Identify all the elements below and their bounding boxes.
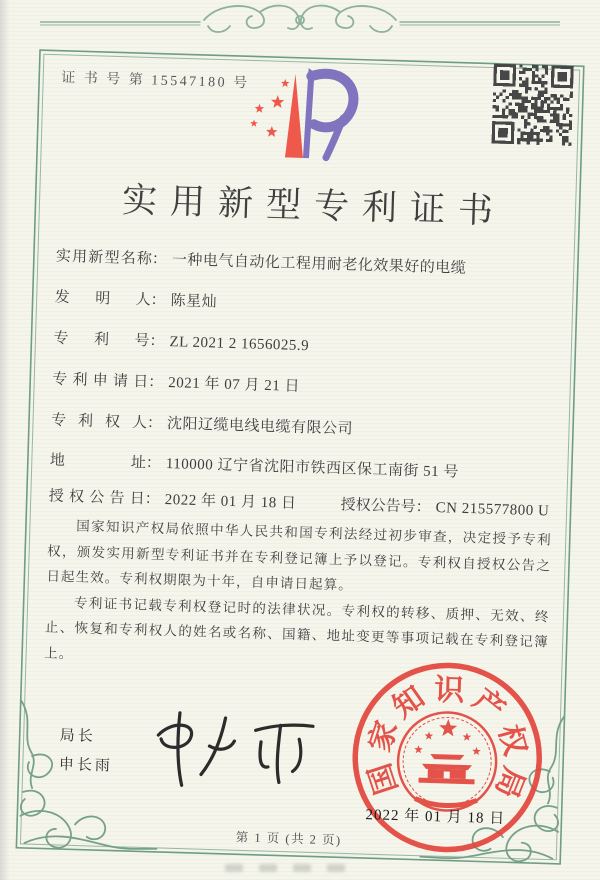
signer-title: 局长 — [59, 727, 96, 746]
field-label: 授权公告日 — [48, 488, 145, 508]
colon: ： — [144, 491, 161, 508]
colon: ： — [145, 455, 162, 472]
certificate-number: 证 书 号 第 15547180 号 — [60, 70, 250, 92]
field-value: 2022 年 01 月 18 日 — [164, 492, 297, 512]
legal-paragraph-1: 国家知识产权局依照中华人民共和国专利法经过初步审查，决定授予专利权，颁发实用新型专利证书并在专利登记簿上予以登记。专利权自授权公告之日起生效。专利权期限为十年，自申请日起算。 — [46, 518, 552, 593]
legal-text — [44, 513, 552, 681]
page-footer: 第 1 页 (共 2 页) — [235, 830, 342, 848]
field-label: 发明人 — [54, 289, 151, 309]
colon: ： — [147, 374, 164, 391]
national-emblem — [397, 711, 498, 812]
svg-text:识: 识 — [433, 673, 465, 708]
field-label: 专利权人 — [50, 412, 148, 432]
cnipa-logo-icon — [245, 60, 368, 164]
svg-text:知: 知 — [387, 680, 431, 725]
svg-text:家: 家 — [363, 716, 405, 756]
field-label: 授权公告号 — [340, 497, 416, 516]
field-value: 110000 辽宁省沈阳市铁西区保工南街 51 号 — [165, 456, 460, 481]
qr-code — [491, 64, 573, 146]
field-value: ZL 2021 2 1656025.9 — [169, 334, 310, 355]
svg-text:权: 权 — [492, 721, 532, 759]
field-value: 陈星灿 — [170, 293, 218, 311]
signer-name: 申长雨 — [58, 756, 114, 775]
colon: ： — [149, 333, 165, 350]
field-value: 一种电气自动化工程用耐老化效果好的电缆 — [171, 252, 467, 277]
signature-handwriting — [128, 701, 331, 799]
field-value: 2021 年 07 月 21 日 — [168, 375, 301, 395]
colon: ： — [146, 415, 163, 432]
svg-text:局: 局 — [488, 762, 531, 803]
field-value: CN 215577800 U — [435, 500, 550, 520]
svg-text:国: 国 — [363, 759, 405, 799]
field-label: 实用新型名称 — [55, 248, 153, 268]
field-label: 专利申请日 — [52, 371, 149, 391]
colon: ： — [151, 251, 168, 268]
field-label: 专利号 — [53, 330, 150, 350]
colon: ： — [150, 292, 166, 309]
colon: ： — [415, 499, 431, 516]
legal-paragraph-2: 专利证书记载专利权登记时的法律状况。专利权的转移、质押、无效、终止、恢复和专利权人的姓名或名称、国籍、地址变更等事项记载在专利登记簿上。 — [43, 594, 550, 661]
logo-stars — [250, 78, 290, 137]
grant-date-stamp: 2022 年 01 月 18 日 — [365, 807, 506, 828]
field-value: 沈阳辽缆电线电缆有限公司 — [166, 416, 354, 438]
cnipa-seal — [344, 655, 550, 861]
svg-text:产: 产 — [466, 682, 511, 728]
field-label: 地址 — [49, 452, 147, 472]
page-title: 实用新型专利证书 — [121, 180, 507, 231]
